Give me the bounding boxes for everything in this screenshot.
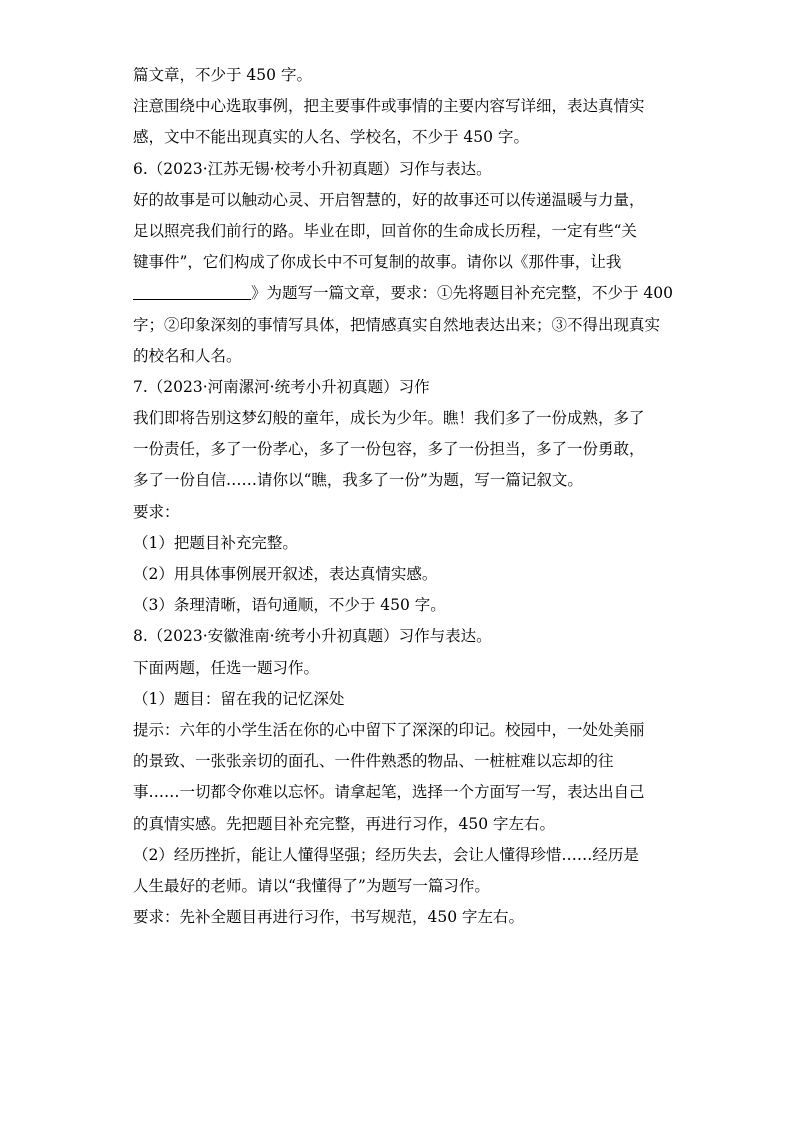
document-page	[133, 60, 673, 933]
text-line: 提示：六年的小学生活在你的心中留下了深深的印记。校园中，一处处美丽	[133, 720, 645, 739]
text-line: 好的故事是可以触动心灵、开启智慧的，好的故事还可以传递温暖与力量，	[133, 190, 645, 209]
requirements-label: 要求：	[133, 502, 180, 521]
text-line: 篇文章，不少于 450 字。	[133, 66, 312, 84]
option-2-text: （2）经历挫折，能让人懂得坚强；经历失去，会让人懂得珍惜……经历是	[133, 845, 639, 864]
text-line: 下面两题，任选一题习作。	[133, 658, 320, 677]
text-line: 键事件”，它们构成了你成长中不可复制的故事。请你以《那件事，让我	[133, 253, 622, 272]
text-line: 的真情实感。先把题目补充完整，再进行习作，450 字左右。	[133, 814, 556, 833]
text-line: 要求：先补全题目再进行习作，书写规范，450 字左右。	[133, 908, 525, 927]
text-line: 我们即将告别这梦幻般的童年，成长为少年。瞧！我们多了一份成熟，多了	[133, 409, 645, 428]
requirement-item: （1）把题目补充完整。	[133, 533, 298, 552]
text-line: 多了一份自信……请你以“瞧，我多了一份”为题，写一篇记叙文。	[133, 471, 583, 490]
requirement-item: （2）用具体事例展开叙述，表达真情实感。	[133, 565, 438, 583]
question-8-heading: 8.（2023·安徽淮南·统考小升初真题）习作与表达。	[133, 627, 492, 646]
requirement-item: （3）条理清晰，语句通顺，不少于 450 字。	[133, 596, 446, 615]
text-line: 感，文中不能出现真实的人名、学校名，不少于 450 字。	[133, 128, 529, 147]
text-line: 注意围绕中心选取事例，把主要事件或事情的主要内容写详细，表达真情实	[133, 97, 645, 116]
text-line-tail: 》为题写一篇文章，要求：①先将题目补充完整，不少于 400	[251, 284, 674, 303]
text-line: 字；②印象深刻的事情写具体，把情感真实自然地表达出来；③不得出现真实	[133, 315, 661, 334]
text-line: 的校名和人名。	[133, 346, 242, 365]
question-7-heading: 7.（2023·河南漯河·统考小升初真题）习作	[133, 377, 430, 396]
fill-in-line	[133, 278, 673, 309]
option-1-title: （1）题目：留在我的记忆深处	[133, 689, 345, 708]
answer-blank	[133, 283, 251, 300]
text-line: 人生最好的老师。请以“我懂得了”为题写一篇习作。	[133, 876, 490, 895]
question-6-heading: 6.（2023·江苏无锡·校考小升初真题）习作与表达。	[133, 159, 492, 178]
text-line: 事……一切都令你难以忘怀。请拿起笔，选择一个方面写一写，表达出自己	[133, 783, 645, 802]
text-line: 的景致、一张张亲切的面孔、一件件熟悉的物品、一桩桩难以忘却的往	[133, 752, 614, 771]
text-line: 一份责任，多了一份孝心，多了一份包容，多了一份担当，多了一份勇敢，	[133, 440, 645, 459]
text-line: 足以照亮我们前行的路。毕业在即，回首你的生命成长历程，一定有些“关	[133, 221, 637, 240]
